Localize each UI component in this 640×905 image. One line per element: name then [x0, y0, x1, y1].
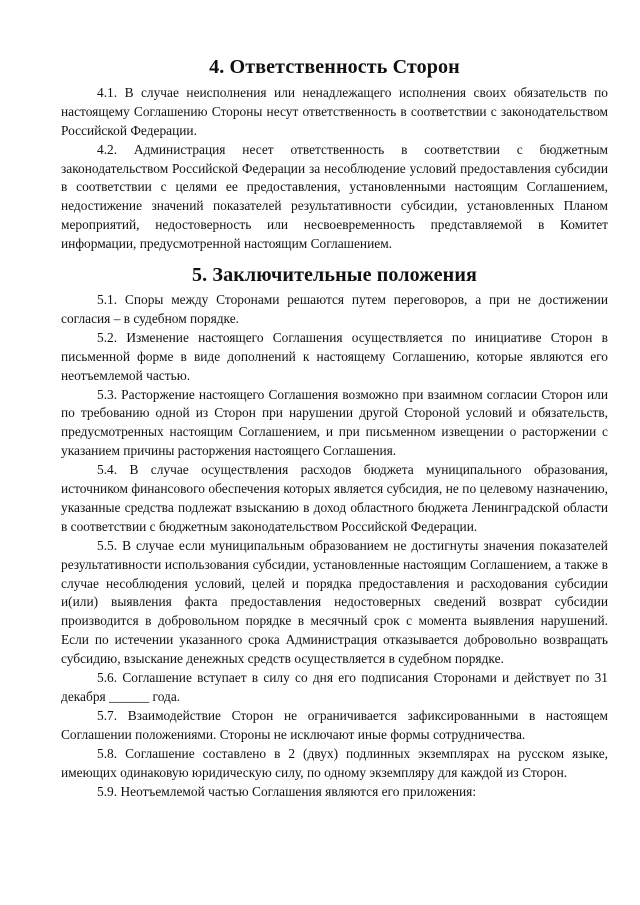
paragraph-number: 5.6.: [97, 670, 118, 686]
paragraph-number: 5.2.: [97, 329, 118, 345]
paragraph-text: Соглашение составлено в 2 (двух) подлинных экземплярах на русском языке, имеющих одинаковую юридическую силу, по одному экземпляру для каждой из Сторон.: [61, 745, 608, 780]
paragraph-5-9: [61, 783, 608, 802]
paragraph-5-5: [61, 537, 608, 669]
paragraph-5-4: [61, 461, 608, 537]
paragraph-5-3: [61, 386, 608, 462]
paragraph-text: Взаимодействие Сторон не ограничивается зафиксированными в настоящем Соглашении положениями. Стороны не исключают иные формы сотрудничества.: [61, 707, 608, 742]
section-title-responsibility: 4. Ответственность Сторон: [209, 56, 460, 78]
paragraph-text: Неотъемлемой частью Соглашения являются его приложения:: [120, 783, 477, 799]
paragraph-number: 5.5.: [97, 537, 118, 553]
section-final-provisions: [61, 291, 608, 801]
paragraph-text: Администрация несет ответственность в соответствии с бюджетным законодательством Российской Федерации за несоблюдение условий предоставления субсидии в соответствии с целями ее предоставления, установленными настоящим Соглашением, недостижение значений показателей результативности субсидии, установленных Планом мероприятий, недостоверность или несвоевременность представляемой в Комитет информации, предусмотренной настоящим Соглашением.: [61, 141, 608, 252]
paragraph-5-6: [61, 669, 608, 707]
paragraph-number: 5.4.: [97, 462, 118, 478]
paragraph-4-1: [61, 84, 608, 141]
paragraph-number: 5.3.: [97, 386, 118, 402]
paragraph-text: В случае неисполнения или ненадлежащего исполнения своих обязательств по настоящему Соглашению Стороны несут ответственность в соответствии с законодательством Российской Федерации.: [61, 84, 608, 138]
paragraph-number: 5.8.: [97, 745, 118, 761]
paragraph-number: 5.9.: [97, 783, 118, 799]
paragraph-5-2: [61, 329, 608, 386]
paragraph-text: В случае осуществления расходов бюджета муниципального образования, источником финансового обеспечения которых является субсидия, не по целевому назначению, указанные средства подлежат взысканию в доход областного бюджета Ленинградской области в соответствии с бюджетным законодательством Российской Федерации.: [61, 462, 608, 534]
paragraph-5-1: [61, 291, 608, 329]
paragraph-number: 4.1.: [97, 84, 118, 100]
paragraph-number: 5.1.: [97, 291, 118, 307]
paragraph-number: 4.2.: [97, 141, 118, 157]
paragraph-4-2: [61, 141, 608, 254]
paragraph-5-7: [61, 707, 608, 745]
section-title-final-provisions: 5. Заключительные положения: [192, 264, 477, 287]
section-responsibility: [61, 84, 608, 254]
paragraph-5-8: [61, 745, 608, 783]
paragraph-text: Споры между Сторонами решаются путем переговоров, а при не достижении согласия – в судебном порядке.: [61, 291, 608, 326]
paragraph-number: 5.7.: [97, 707, 118, 723]
paragraph-text: Изменение настоящего Соглашения осуществляется по инициативе Сторон в письменной форме в виде дополнений к настоящему Соглашению, которые являются его неотъемлемой частью.: [61, 329, 608, 383]
paragraph-text: Соглашение вступает в силу со дня его подписания Сторонами и действует по 31 декабря ______ года.: [61, 670, 608, 704]
paragraph-text: Расторжение настоящего Соглашения возможно при взаимном согласии Сторон или по требованию одной из Сторон при нарушении другой Стороной условий и обязательств, предусмотренных настоящим Соглашением, и при письменном извещении о расторжении с указанием причины расторжения настоящего Соглашения.: [61, 386, 608, 459]
paragraph-text: В случае если муниципальным образованием не достигнуты значения показателей результативности использования субсидии, установленные настоящим Соглашением, а также в случае несоблюдения условий, целей и порядка предоставления и расходования субсидии и(или) выявления факта предоставления недостоверных сведений возврат субсидии производится в добровольном порядке в месячный срок с момента выявления нарушений. Если по истечении указанного срока Администрация отказывается добровольно возвращать субсидию, взыскание денежных средств осуществляется в судебном порядке.: [61, 537, 608, 667]
